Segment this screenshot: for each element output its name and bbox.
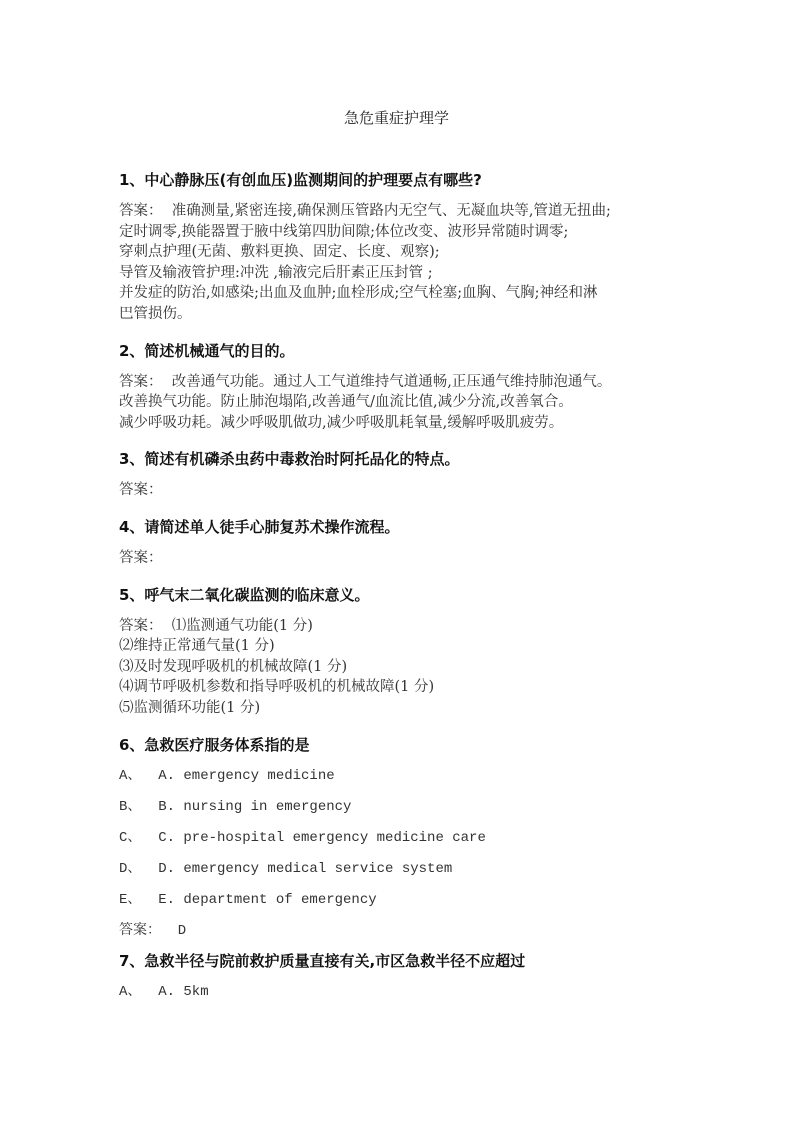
question-3: [119, 449, 679, 501]
question-heading: 4、请简述单人徒手心肺复苏术操作流程。: [119, 517, 400, 536]
answer-line: 定时调零,换能器置于腋中线第四肋间隙;体位改变、波形异常随时调零;: [119, 223, 569, 240]
answer-line: ⑶及时发现呼吸机的机械故障(1 分): [119, 658, 348, 675]
answer-line: 巴管损伤。: [119, 305, 192, 322]
answer-line: 答案：: [119, 549, 163, 566]
answer-line: 答案： ⑴监测通气功能(1 分): [119, 617, 313, 634]
answer-line: 并发症的防治,如感染;出血及血肿;血栓形成;空气栓塞;血胸、气胸;神经和淋: [119, 285, 598, 302]
option-b: B、 B. nursing in emergency: [119, 798, 352, 815]
answer-line: 答案： 改善通气功能。通过人工气道维持气道通畅,正压通气维持肺泡通气。: [119, 373, 612, 390]
question-4: [119, 517, 679, 569]
question-heading: 2、简述机械通气的目的。: [119, 341, 295, 360]
answer-line: ⑵维持正常通气量(1 分): [119, 638, 275, 655]
document-title: 急危重症护理学: [343, 109, 449, 127]
option-a: A、 A. emergency medicine: [119, 767, 335, 784]
question-heading: 3、简述有机磷杀虫药中毒救治时阿托品化的特点。: [119, 450, 460, 469]
document-body: [119, 170, 679, 1024]
answer-line: 改善换气功能。防止肺泡塌陷,改善通气/血流比值,减少分流,改善氧合。: [119, 394, 573, 411]
answer-line: ⑷调节呼吸机参数和指导呼吸机的机械故障(1 分): [119, 679, 435, 696]
answer-line: 答案：: [119, 482, 163, 499]
answer-line: 导管及输液管护理:冲洗 ,输液完后肝素正压封管 ;: [119, 264, 433, 281]
question-1: [119, 170, 679, 325]
option-d: D、 D. emergency medical service system: [119, 860, 453, 877]
question-heading: 7、急救半径与院前救护质量直接有关,市区急救半径不应超过: [119, 951, 526, 970]
question-7: [119, 951, 679, 1008]
question-6: [119, 735, 679, 947]
option-c: C、 C. pre-hospital emergency medicine care: [119, 829, 486, 846]
question-5: [119, 585, 679, 719]
answer-line: 穿刺点护理(无菌、敷料更换、固定、长度、观察);: [119, 244, 440, 261]
answer-line: 答案： D: [119, 922, 187, 939]
answer-line: 答案： 准确测量,紧密连接,确保测压管路内无空气、无凝血块等,管道无扭曲;: [119, 203, 611, 219]
question-heading: 1、中心静脉压(有创血压)监测期间的护理要点有哪些?: [119, 171, 482, 189]
question-2: [119, 341, 679, 434]
option-a: A、 A. 5km: [119, 983, 209, 1000]
answer-line: 减少呼吸功耗。减少呼吸肌做功,减少呼吸肌耗氧量,缓解呼吸肌疲劳。: [119, 414, 564, 431]
option-e: E、 E. department of emergency: [119, 891, 377, 908]
question-heading: 6、急救医疗服务体系指的是: [119, 735, 310, 754]
answer-line: ⑸监测循环功能(1 分): [119, 699, 261, 716]
question-heading: 5、呼气末二氧化碳监测的临床意义。: [119, 585, 370, 604]
